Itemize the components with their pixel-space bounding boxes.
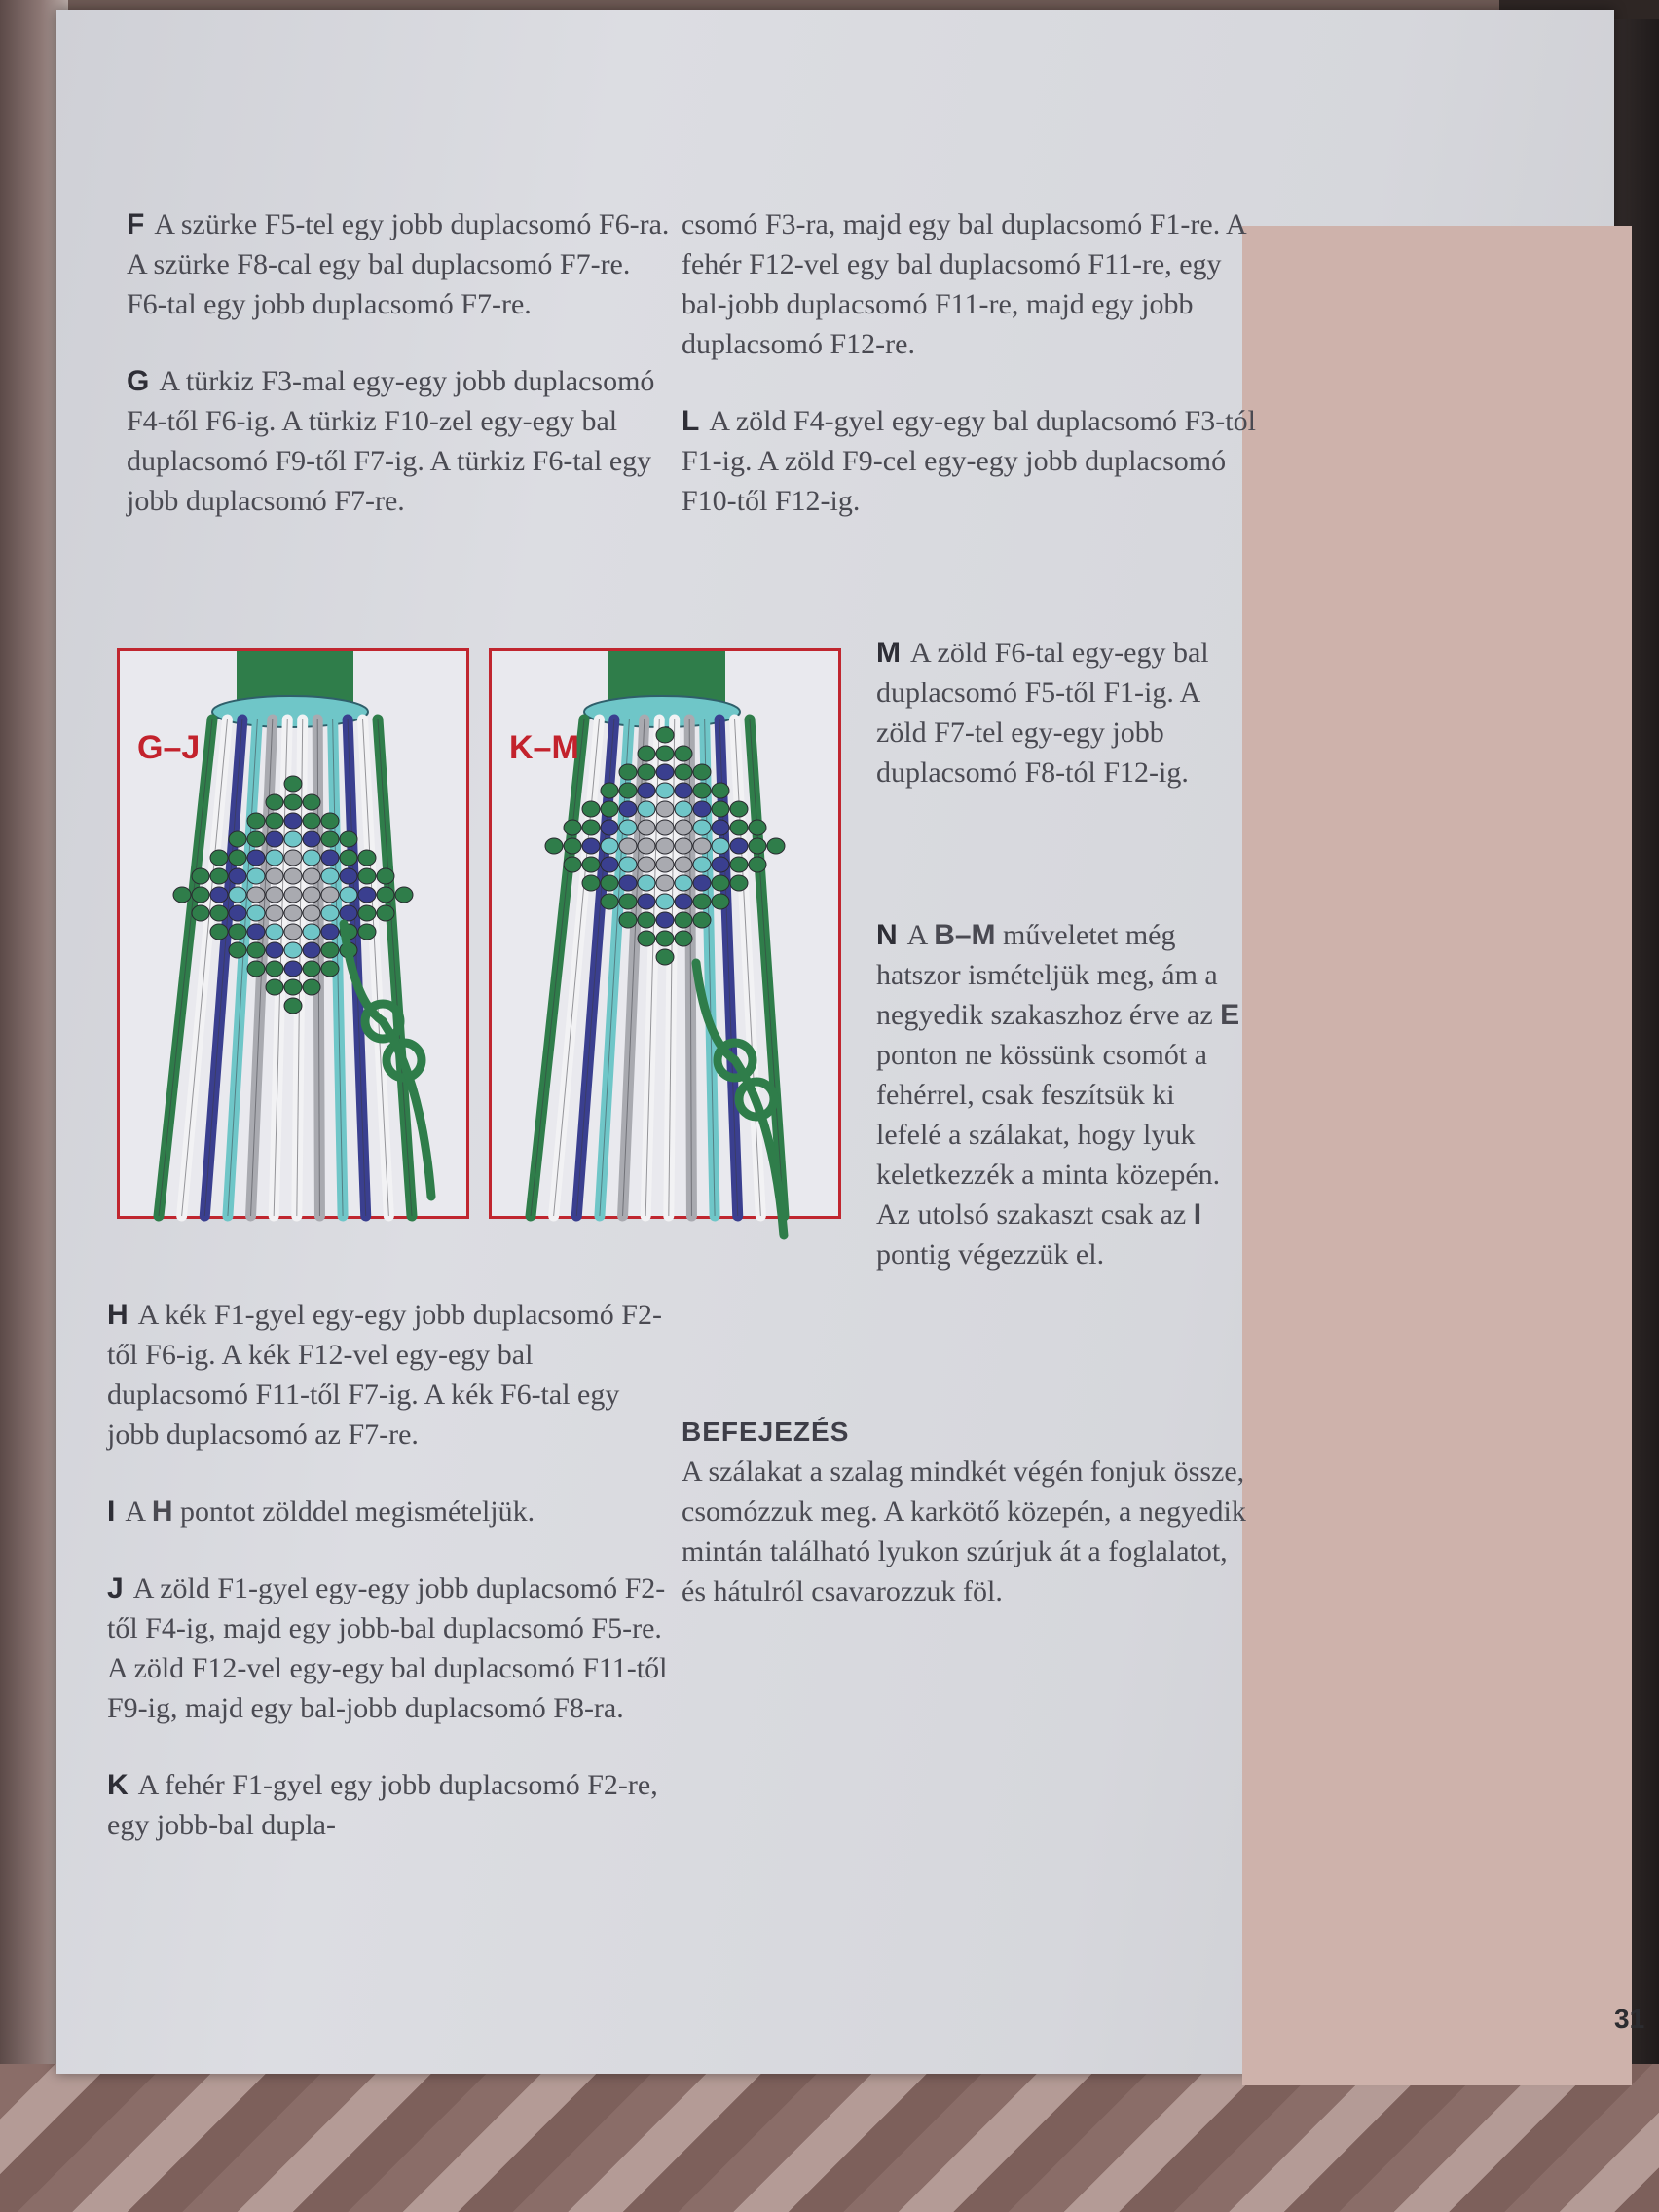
knot: [210, 924, 228, 940]
knot: [284, 961, 302, 977]
knot: [601, 801, 618, 817]
step-letter: H: [107, 1299, 129, 1331]
diagram-k-m: [489, 648, 841, 1219]
left-column-lower: [107, 1295, 672, 1882]
step-text: A szürke F5-tel egy jobb duplacsomó F6-ra. A szürke F8-cal egy bal duplacsomó F7-re. F6-tal egy jobb duplacsomó F7-re.: [127, 208, 670, 320]
step-letter: G: [127, 365, 150, 397]
knot: [303, 961, 320, 977]
step-text: A zöld F4-gyel egy-egy bal duplacsomó F3-tól F1-ig. A zöld F9-cel egy-egy jobb duplacsomó F10-től F12-ig.: [682, 405, 1256, 517]
knot: [582, 857, 600, 872]
knot: [303, 868, 320, 884]
knot: [266, 813, 283, 829]
step-letter: M: [876, 637, 901, 669]
knot: [656, 894, 674, 909]
step-text: A fehér F1-gyel egy jobb duplacsomó F2-re, egy jobb-bal dupla-: [107, 1769, 658, 1841]
knot: [321, 924, 339, 940]
knot: [303, 850, 320, 866]
knot: [619, 894, 637, 909]
knot: [284, 813, 302, 829]
knot: [247, 831, 265, 847]
knot: [210, 887, 228, 903]
knot: [247, 813, 265, 829]
knot: [656, 949, 674, 965]
knot: [229, 905, 246, 921]
knot: [619, 801, 637, 817]
knot: [247, 961, 265, 977]
knot: [619, 820, 637, 835]
knot: [303, 942, 320, 958]
knot: [358, 887, 376, 903]
step-text: A türkiz F3-mal egy-egy jobb duplacsomó F4-től F6-ig. A türkiz F10-zel egy-egy bal duplacsomó F9-től F7-ig. A türkiz F6-tal egy jobb duplacsomó F7-re.: [127, 365, 655, 517]
knot: [358, 868, 376, 884]
step-k: [107, 1765, 672, 1845]
knot: [340, 831, 357, 847]
step-j: [107, 1568, 672, 1728]
knot: [638, 912, 655, 928]
knot: [321, 813, 339, 829]
knot: [321, 905, 339, 921]
knot: [601, 820, 618, 835]
knot: [712, 838, 729, 854]
knot: [266, 850, 283, 866]
knot: [284, 942, 302, 958]
knot: [266, 905, 283, 921]
step-text: A kék F1-gyel egy-egy jobb duplacsomó F2-től F6-ig. A kék F12-vel egy-egy bal duplacsomó F11-től F7-ig. A kék F6-tal egy jobb duplacsomó az F7-re.: [107, 1299, 662, 1451]
knot: [638, 857, 655, 872]
knot: [229, 850, 246, 866]
knot: [619, 764, 637, 780]
knot: [712, 820, 729, 835]
knot: [638, 894, 655, 909]
knot: [749, 820, 766, 835]
knot: [284, 998, 302, 1014]
knot: [656, 783, 674, 798]
knot: [303, 905, 320, 921]
knot: [638, 931, 655, 946]
knot: [192, 905, 209, 921]
knot: [601, 875, 618, 891]
knot: [582, 801, 600, 817]
knot: [210, 850, 228, 866]
knot: [656, 764, 674, 780]
knot: [767, 838, 785, 854]
knot: [730, 875, 748, 891]
knot: [693, 783, 711, 798]
knot: [266, 794, 283, 810]
knot: [675, 746, 692, 761]
finish-text: A szálakat a szalag mindkét végén fonjuk össze, csomózzuk meg. A karkötő közepén, a negyedik mintán található lyukon szúrjuk át a foglalatot, és hátulról csavarozzuk föl.: [682, 1456, 1246, 1607]
step-letter: J: [107, 1572, 124, 1604]
knot: [247, 924, 265, 940]
knot: [619, 783, 637, 798]
step-text: A: [125, 1495, 145, 1528]
step-letter: K: [107, 1769, 129, 1801]
knot: [247, 942, 265, 958]
knot: [377, 887, 394, 903]
knot: [321, 850, 339, 866]
knot: [210, 905, 228, 921]
step-text: A zöld F1-gyel egy-egy jobb duplacsomó F2-től F4-ig, majd egy jobb-bal duplacsomó F5-re. A zöld F12-vel egy-egy bal duplacsomó F11-től F9-ig, majd egy bal-jobb duplacsomó F8-ra.: [107, 1572, 668, 1724]
knot: [601, 838, 618, 854]
knot: [284, 831, 302, 847]
knot: [749, 857, 766, 872]
knot: [675, 801, 692, 817]
knot: [712, 801, 729, 817]
knot: [656, 801, 674, 817]
knot: [229, 887, 246, 903]
knot: [564, 820, 581, 835]
knot: [712, 875, 729, 891]
knot: [284, 868, 302, 884]
step-text: A: [906, 919, 927, 951]
knot: [229, 924, 246, 940]
step-letter: N: [876, 919, 898, 951]
step-text: pontig végezzük el.: [876, 1238, 1105, 1271]
knot: [321, 831, 339, 847]
knot: [656, 838, 674, 854]
knot: [564, 857, 581, 872]
knot: [619, 838, 637, 854]
knot: [656, 912, 674, 928]
knot: [693, 801, 711, 817]
knot: [693, 857, 711, 872]
step-k-continued: [682, 204, 1256, 364]
knot: [321, 887, 339, 903]
knot: [340, 868, 357, 884]
step-reference: I: [1193, 1198, 1202, 1231]
knot: [377, 905, 394, 921]
knot: [321, 942, 339, 958]
knot: [693, 912, 711, 928]
diagram-label: G–J: [137, 729, 201, 766]
knot: [266, 924, 283, 940]
knot: [601, 857, 618, 872]
step-text: műveletet még hatszor ismételjük meg, ám a negyedik szakaszhoz érve az: [876, 919, 1218, 1031]
step-l: [682, 401, 1256, 521]
knot: [303, 979, 320, 995]
knot: [656, 931, 674, 946]
left-column-upper: [127, 204, 672, 558]
knot: [340, 850, 357, 866]
knot: [266, 942, 283, 958]
knot: [656, 875, 674, 891]
knot: [340, 905, 357, 921]
finish-heading: BEFEJEZÉS: [682, 1417, 850, 1447]
knot: [284, 905, 302, 921]
knot: [619, 857, 637, 872]
finish-block: [682, 1412, 1246, 1648]
step-letter: I: [107, 1495, 116, 1528]
knot: [247, 887, 265, 903]
step-text: pontot zölddel megismételjük.: [180, 1495, 535, 1528]
knot: [303, 794, 320, 810]
knot: [247, 868, 265, 884]
knot: [358, 850, 376, 866]
knot: [675, 857, 692, 872]
step-g: [127, 361, 672, 521]
step-reference: E: [1220, 999, 1240, 1031]
knot: [675, 783, 692, 798]
knot: [675, 764, 692, 780]
book-page: [56, 10, 1645, 2074]
knot: [303, 813, 320, 829]
knot: [730, 801, 748, 817]
step-h: [107, 1295, 672, 1455]
step-text: A zöld F6-tal egy-egy bal duplacsomó F5-től F1-ig. A zöld F7-tel egy-egy jobb duplacsomó F8-tól F12-ig.: [876, 637, 1209, 789]
knot: [749, 838, 766, 854]
knot: [192, 887, 209, 903]
knot: [247, 850, 265, 866]
step-text: ponton ne kössünk csomót a fehérrel, csak feszítsük ki lefelé a szálakat, hogy lyuk keletkezzék a minta közepén. Az utolsó szakaszt csak az: [876, 1039, 1221, 1231]
knot: [675, 912, 692, 928]
knot: [266, 887, 283, 903]
step-reference: H: [151, 1495, 173, 1528]
step-letter: F: [127, 208, 145, 240]
knot: [712, 894, 729, 909]
knot: [730, 820, 748, 835]
knot: [210, 868, 228, 884]
knot: [582, 820, 600, 835]
knot: [284, 924, 302, 940]
knot: [656, 727, 674, 743]
diagram-g-j: [117, 648, 469, 1219]
step-text: csomó F3-ra, majd egy bal duplacsomó F1-re. A fehér F12-vel egy bal duplacsomó F11-re, egy bal-jobb duplacsomó F11-re, majd egy jobb duplacsomó F12-re.: [682, 208, 1246, 360]
step-letter: L: [682, 405, 700, 437]
knot: [340, 887, 357, 903]
step-reference: B–M: [934, 919, 996, 951]
knot: [395, 887, 413, 903]
knot: [582, 838, 600, 854]
knot: [284, 979, 302, 995]
knot: [675, 820, 692, 835]
knot: [229, 942, 246, 958]
knot: [358, 924, 376, 940]
knot: [377, 868, 394, 884]
knot: [675, 894, 692, 909]
knot: [303, 831, 320, 847]
ghost-heading-show-through: [203, 88, 1604, 195]
knot: [730, 857, 748, 872]
knot: [303, 887, 320, 903]
knot: [564, 838, 581, 854]
knot: [638, 820, 655, 835]
right-column-upper: [682, 204, 1256, 558]
knot: [284, 776, 302, 792]
knot: [638, 764, 655, 780]
knot: [712, 857, 729, 872]
knot: [619, 875, 637, 891]
knot: [582, 875, 600, 891]
knot: [321, 868, 339, 884]
knot: [638, 801, 655, 817]
knot: [693, 894, 711, 909]
knot: [321, 961, 339, 977]
knot: [656, 857, 674, 872]
knot: [712, 783, 729, 798]
knot: [619, 912, 637, 928]
step-f: [127, 204, 672, 324]
knot: [675, 875, 692, 891]
pink-sidebar: [1242, 226, 1632, 2085]
knot: [358, 905, 376, 921]
knot: [693, 875, 711, 891]
knot: [601, 783, 618, 798]
knot: [284, 887, 302, 903]
knot: [229, 831, 246, 847]
step-m-block: [876, 633, 1236, 830]
knot: [730, 838, 748, 854]
knot: [693, 820, 711, 835]
knot: [656, 820, 674, 835]
knot: [638, 746, 655, 761]
knot: [247, 905, 265, 921]
knot: [173, 887, 191, 903]
knot: [303, 924, 320, 940]
knot: [693, 838, 711, 854]
knot: [601, 894, 618, 909]
knot: [693, 764, 711, 780]
knot: [266, 831, 283, 847]
knot: [656, 746, 674, 761]
step-i: [107, 1492, 672, 1531]
knot: [266, 961, 283, 977]
background-fabric: [0, 2064, 1659, 2212]
knot: [675, 931, 692, 946]
knot: [638, 783, 655, 798]
knot: [229, 868, 246, 884]
knot: [675, 838, 692, 854]
knot: [545, 838, 563, 854]
knot: [638, 875, 655, 891]
knot: [284, 794, 302, 810]
diagram-label: K–M: [509, 729, 579, 766]
step-m: [876, 633, 1236, 793]
page-number: 31: [1614, 2004, 1645, 2034]
knot: [284, 850, 302, 866]
knot: [266, 979, 283, 995]
knot: [266, 868, 283, 884]
knot: [638, 838, 655, 854]
knot: [192, 868, 209, 884]
